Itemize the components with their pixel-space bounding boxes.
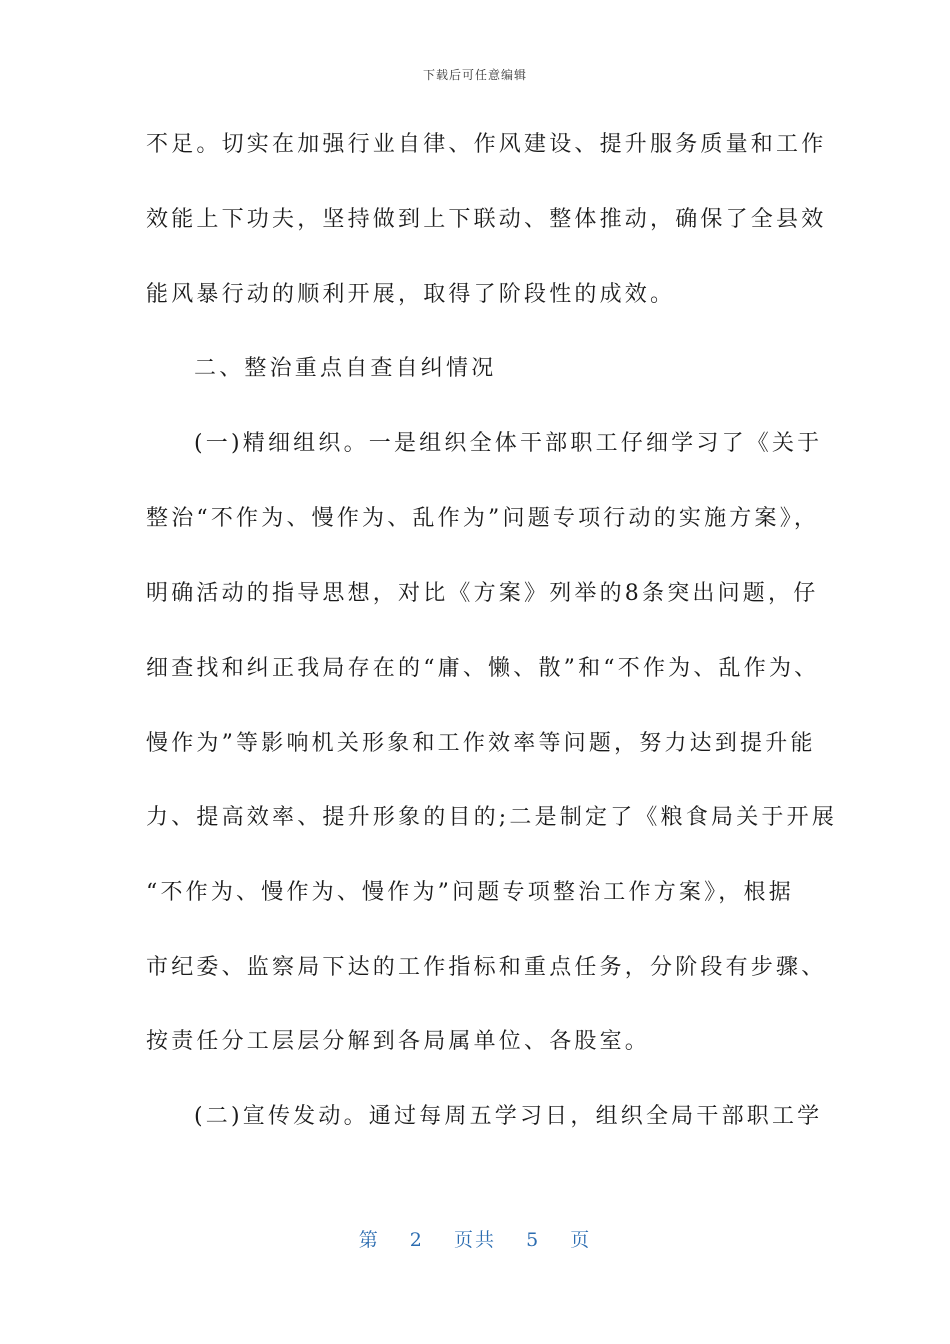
current-page-number: 2 <box>409 1229 424 1251</box>
paragraph-line: 不足。切实在加强行业自律、作风建设、提升服务质量和工作 <box>146 132 827 157</box>
section-heading: 二、整治重点自查自纠情况 <box>194 356 497 381</box>
page-label-suffix: 页 <box>570 1229 592 1251</box>
paragraph-line: 能风暴行动的顺利开展，取得了阶段性的成效。 <box>146 282 676 307</box>
paragraph-line: 效能上下功夫，坚持做到上下联动、整体推动，确保了全县效 <box>146 207 827 232</box>
paragraph-line: 力、提高效率、提升形象的目的;二是制定了《粮食局关于开展 <box>146 805 838 830</box>
paragraph-line: 细查找和纠正我局存在的“庸、懒、散”和“不作为、乱作为、 <box>146 656 820 681</box>
paragraph-line: 按责任分工层层分解到各局属单位、各股室。 <box>146 1029 651 1054</box>
page-number-footer <box>0 1225 950 1252</box>
total-pages-number: 5 <box>526 1229 541 1251</box>
paragraph-line: 整治“不作为、慢作为、乱作为”问题专项行动的实施方案》， <box>146 506 820 531</box>
page-label-prefix: 第 <box>358 1229 380 1251</box>
paragraph-line: 慢作为”等影响机关形象和工作效率等问题，努力达到提升能 <box>146 731 816 756</box>
page-header-note: 下载后可任意编辑 <box>422 68 527 82</box>
paragraph-line: 市纪委、监察局下达的工作指标和重点任务，分阶段有步骤、 <box>146 955 827 980</box>
paragraph-line: (一)精细组织。一是组织全体干部职工仔细学习了《关于 <box>194 431 823 456</box>
paragraph-line: “不作为、慢作为、慢作为”问题专项整治工作方案》，根据 <box>146 880 794 905</box>
paragraph-line: (二)宣传发动。通过每周五学习日，组织全局干部职工学 <box>194 1104 823 1129</box>
page-label-middle: 页共 <box>453 1229 496 1251</box>
paragraph-line: 明确活动的指导思想，对比《方案》列举的8条突出问题，仔 <box>146 581 819 606</box>
